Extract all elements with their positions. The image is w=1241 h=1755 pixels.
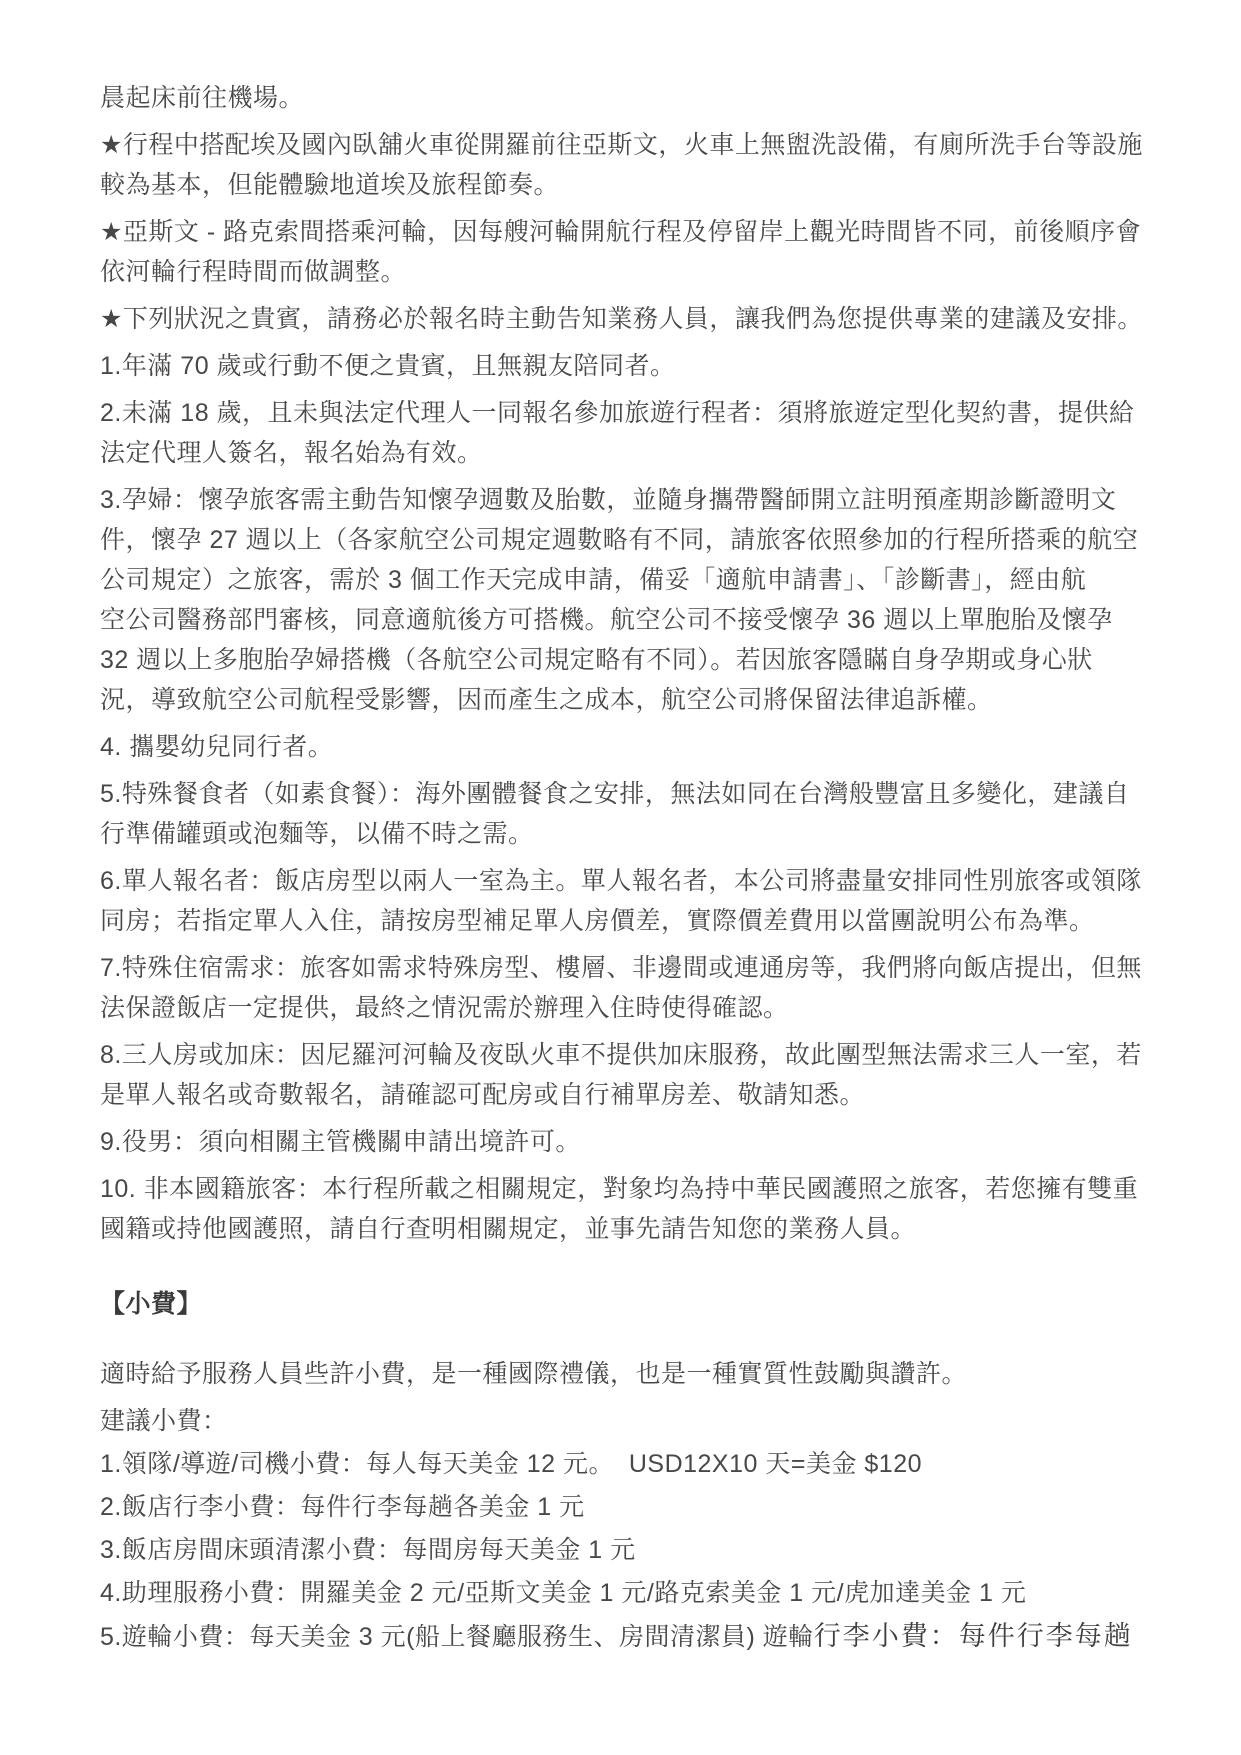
doc-line-17 xyxy=(100,774,1181,814)
doc-line-7 xyxy=(100,346,1181,386)
doc-line-14 xyxy=(100,640,1181,680)
doc-line-34 xyxy=(100,1573,1181,1613)
doc-line-text: 4.助理服務小費：開羅美金 2 元/亞斯文美金 1 元/路克索美金 1 元/虎加達美金 1 元 xyxy=(100,1579,1027,1607)
doc-line-text: ★下列狀況之貴賓，請務必於報名時主動告知業務人員，讓我們為您提供專業的建議及安排。 xyxy=(100,305,1143,333)
doc-line-text: 2.飯店行李小費：每件行李每趟各美金 1 元 xyxy=(100,1493,585,1521)
doc-line-text: ★亞斯文 - 路克索間搭乘河輪，因每艘河輪開航行程及停留岸上觀光時間皆不同，前後順序會 xyxy=(100,218,1142,246)
doc-line-23 xyxy=(100,1035,1181,1075)
doc-line-19 xyxy=(100,861,1181,901)
doc-line-24 xyxy=(100,1075,1181,1115)
doc-line-18 xyxy=(100,814,1181,854)
doc-line-text: 同房；若指定單人入住，請按房型補足單人房價差，實際價差費用以當團說明公布為準。 xyxy=(100,907,1095,935)
doc-line-text: 況，導致航空公司航程受影響，因而產生之成本，航空公司將保留法律追訴權。 xyxy=(100,686,993,714)
doc-line-text: 7.特殊住宿需求：旅客如需求特殊房型、樓層、非邊間或連通房等，我們將向飯店提出，但無 xyxy=(100,954,1142,982)
doc-line-text: 公司規定）之旅客，需於 3 個工作天完成申請，備妥「適航申請書」、「診斷書」，經由航 xyxy=(100,566,1087,594)
doc-line-33 xyxy=(100,1530,1181,1570)
doc-line-text: 4. 攜嬰幼兒同行者。 xyxy=(100,733,334,761)
doc-line-5 xyxy=(100,252,1181,292)
doc-line-30 xyxy=(100,1401,1181,1441)
doc-line-text: 較為基本，但能體驗地道埃及旅程節奏。 xyxy=(100,171,560,199)
doc-line-text: 【小費】 xyxy=(100,1290,203,1318)
doc-line-16 xyxy=(100,727,1181,767)
doc-line-6 xyxy=(100,299,1181,339)
doc-line-32 xyxy=(100,1487,1181,1527)
section-header-tips xyxy=(100,1284,1181,1324)
doc-line-text: 法定代理人簽名，報名始為有效。 xyxy=(100,439,483,467)
doc-line-text: 3.飯店房間床頭清潔小費：每間房每天美金 1 元 xyxy=(100,1536,636,1564)
doc-line-text: 32 週以上多胞胎孕婦搭機（各航空公司規定略有不同）。若因旅客隱瞞自身孕期或身心狀 xyxy=(100,646,1093,674)
doc-line-text: 國籍或持他國護照，請自行查明相關規定，並事先請告知您的業務人員。 xyxy=(100,1215,917,1243)
doc-line-11 xyxy=(100,520,1181,560)
doc-line-text: 法保證飯店一定提供，最終之情況需於辦理入住時使得確認。 xyxy=(100,994,789,1022)
doc-line-text: 是單人報名或奇數報名，請確認可配房或自行補單房差、敬請知悉。 xyxy=(100,1081,866,1109)
doc-line-22 xyxy=(100,988,1181,1028)
doc-line-12 xyxy=(100,560,1181,600)
doc-line-text: 5.遊輪小費：每天美金 3 元(船上餐廳服務生、房間清潔員) 遊輪 xyxy=(100,1623,814,1651)
doc-line-text: 8.三人房或加床：因尼羅河河輪及夜臥火車不提供加床服務，故此團型無法需求三人一室，若 xyxy=(100,1041,1142,1069)
doc-line-26 xyxy=(100,1169,1181,1209)
doc-line-2 xyxy=(100,125,1181,165)
doc-line-1 xyxy=(100,78,1181,118)
doc-line-text: 1.領隊/導遊/司機小費：每人每天美金 12 元。 USD12X10 天=美金 $120 xyxy=(100,1450,923,1478)
doc-line-text: 建議小費： xyxy=(100,1407,228,1435)
doc-line-text: 10. 非本國籍旅客：本行程所載之相關規定，對象均為持中華民國護照之旅客，若您擁有雙重 xyxy=(100,1175,1139,1203)
doc-line-20 xyxy=(100,901,1181,941)
doc-line-31 xyxy=(100,1444,1181,1484)
doc-line-text: 晨起床前往機場。 xyxy=(100,84,305,112)
doc-line-text: 適時給予服務人員些許小費，是一種國際禮儀，也是一種實質性鼓勵與讚許。 xyxy=(100,1360,968,1388)
doc-line-15 xyxy=(100,680,1181,720)
doc-line-25 xyxy=(100,1122,1181,1162)
doc-line-text: 行準備罐頭或泡麵等，以備不時之需。 xyxy=(100,820,534,848)
doc-line-13 xyxy=(100,600,1181,640)
doc-line-text: 依河輪行程時間而做調整。 xyxy=(100,258,407,286)
doc-line-4 xyxy=(100,212,1181,252)
doc-line-text: 6.單人報名者：飯店房型以兩人一室為主。單人報名者，本公司將盡量安排同性別旅客或領隊 xyxy=(100,867,1142,895)
doc-line-21 xyxy=(100,948,1181,988)
alt-font-segment: 行李小費：每件行李每趟 xyxy=(813,1621,1133,1651)
doc-line-29 xyxy=(100,1354,1181,1394)
doc-line-text: 2.未滿 18 歲，且未與法定代理人一同報名參加旅遊行程者：須將旅遊定型化契約書，提供給 xyxy=(100,399,1135,427)
doc-line-text: 件，懷孕 27 週以上（各家航空公司規定週數略有不同，請旅客依照參加的行程所搭乘的航空 xyxy=(100,526,1139,554)
doc-line-3 xyxy=(100,165,1181,205)
doc-line-text: 1.年滿 70 歲或行動不便之貴賓，且無親友陪同者。 xyxy=(100,352,676,380)
doc-line-text: 空公司醫務部門審核，同意適航後方可搭機。航空公司不接受懷孕 36 週以上單胞胎及懷孕 xyxy=(100,606,1113,634)
doc-line-text: 9.役男：須向相關主管機關申請出境許可。 xyxy=(100,1128,581,1156)
doc-line-text: 3.孕婦：懷孕旅客需主動告知懷孕週數及胎數，並隨身攜帶醫師開立註明預產期診斷證明文 xyxy=(100,486,1117,514)
doc-line-35 xyxy=(100,1616,1181,1657)
doc-line-text: 5.特殊餐食者（如素食餐）：海外團體餐食之安排，無法如同在台灣般豐富且多變化，建議自 xyxy=(100,780,1130,808)
doc-line-8 xyxy=(100,393,1181,433)
doc-line-10 xyxy=(100,480,1181,520)
doc-line-text: ★行程中搭配埃及國內臥舖火車從開羅前往亞斯文，火車上無盥洗設備，有廁所洗手台等設施 xyxy=(100,131,1143,159)
doc-line-27 xyxy=(100,1209,1181,1249)
doc-line-9 xyxy=(100,433,1181,473)
